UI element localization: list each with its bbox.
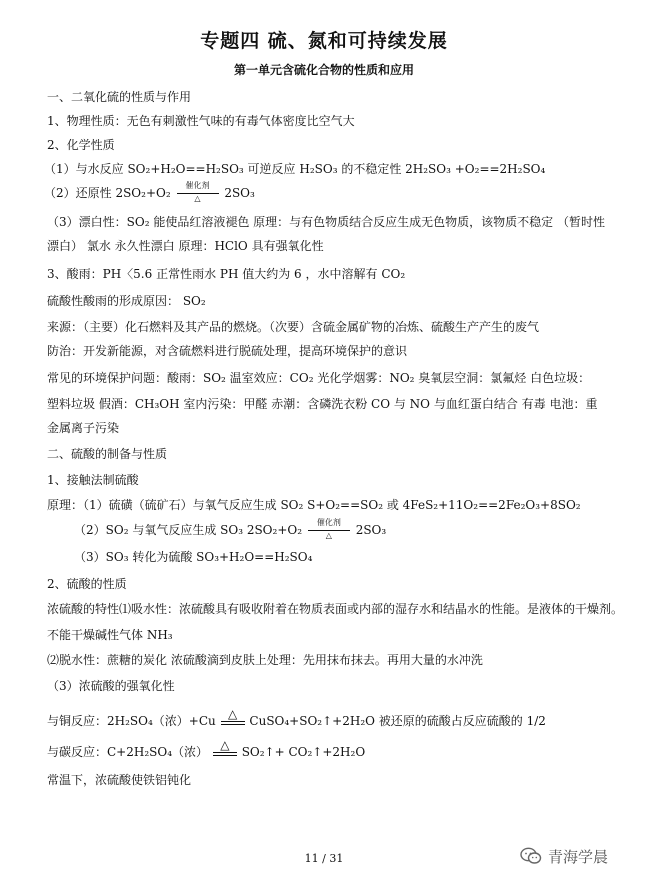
reducing-property-right: 2SO₃ xyxy=(224,186,255,200)
copper-left: 与铜反应：2H₂SO₄（浓）+Cu xyxy=(47,714,216,728)
reducing-property xyxy=(44,180,255,203)
heat-equals-icon xyxy=(220,706,246,730)
principle-step-2 xyxy=(74,517,387,540)
principle-step-3: （3）SO₃ 转化为硫酸 SO₃+H₂O==H₂SO₄ xyxy=(74,550,313,564)
bleaching-property-cont: 漂白） 氯水 永久性漂白 原理：HClO 具有强氧化性 xyxy=(47,239,324,253)
catalyst-arrow-icon xyxy=(308,517,350,540)
heat-label: △ xyxy=(194,193,201,203)
heat-label: △ xyxy=(220,737,230,752)
heading-sulfuric-acid: 二、硫酸的制备与性质 xyxy=(47,447,168,461)
environment-issues-cont: 塑料垃圾 假酒：CH₃OH 室内污染：甲醛 赤潮：含磷洗衣粉 CO 与 NO 与血红蛋白结合 有毒 电池：重 xyxy=(47,397,598,411)
wechat-logo-icon xyxy=(520,847,542,865)
carbon-left: 与碳反应：C+2H₂SO₄（浓） xyxy=(47,745,209,759)
heading-so2: 一、二氧化硫的性质与作用 xyxy=(47,90,192,104)
dehydration: ⑵脱水性：蔗糖的炭化 浓硫酸滴到皮肤上处理：先用抹布抹去。再用大量的水冲洗 xyxy=(47,653,483,667)
reaction-with-copper xyxy=(47,706,546,730)
reaction-with-water: （1）与水反应 SO₂+H₂O==H₂SO₃ 可逆反应 H₂SO₃ 的不稳定性 2H₂SO₃ +O₂==2H₂SO₄ xyxy=(44,162,546,176)
contact-process-heading: 1、接触法制硫酸 xyxy=(47,473,139,487)
watermark-text: 青海学晨 xyxy=(548,847,609,866)
principle-step-1: 原理：（1）硫磺（硫矿石）与氧气反应生成 SO₂ S+O₂==SO₂ 或 4FeS₂+11O₂==2Fe₂O₃+8SO₂ xyxy=(47,498,581,512)
principle-step-2-right: 2SO₃ xyxy=(355,523,387,537)
acid-rain-prevention: 防治：开发新能源，对含硫燃料进行脱硫处理，提高环境保护的意识 xyxy=(47,344,408,358)
catalyst-label: 催化剂 xyxy=(316,517,341,527)
passivation: 常温下，浓硫酸使铁铝钝化 xyxy=(47,773,192,787)
water-absorption: 浓硫酸的特性⑴吸水性：浓硫酸具有吸收附着在物质表面或内部的湿存水和结晶水的性能。是液体的干燥剂。 xyxy=(47,602,624,616)
environment-issues: 常见的环境保护问题：酸雨：SO₂ 温室效应：CO₂ 光化学烟雾：NO₂ 臭氧层空洞：氯氟烃 白色垃圾： xyxy=(47,371,591,385)
water-absorption-note: 不能干燥碱性气体 NH₃ xyxy=(47,628,173,642)
acid-rain: 3、酸雨：PH〈5.6 正常性雨水 PH 值大约为 6 ，水中溶解有 CO₂ xyxy=(47,267,406,281)
catalyst-arrow-icon xyxy=(177,180,219,203)
oxidizing-heading: （3）浓硫酸的强氧化性 xyxy=(47,679,175,693)
physical-properties: 1、物理性质：无色有刺激性气味的有毒气体密度比空气大 xyxy=(47,114,355,128)
heat-label: △ xyxy=(227,706,238,721)
reducing-property-left: （2）还原性 2SO₂+O₂ xyxy=(44,186,171,200)
reaction-with-carbon xyxy=(47,737,366,761)
copper-right: CuSO₄+SO₂↑+2H₂O 被还原的硫酸占反应硫酸的 1/2 xyxy=(249,714,546,728)
environment-issues-end: 金属离子污染 xyxy=(47,421,120,435)
page-number: 11 / 31 xyxy=(304,852,344,865)
carbon-right: SO₂↑+ CO₂↑+2H₂O xyxy=(241,745,366,759)
heat-label: △ xyxy=(325,530,332,540)
acid-rain-cause: 硫酸性酸雨的形成原因： SO₂ xyxy=(47,294,206,308)
chemical-properties-heading: 2、化学性质 xyxy=(47,138,115,152)
bleaching-property: （3）漂白性：SO₂ 能使品红溶液褪色 原理：与有色物质结合反应生成无色物质，该物质不稳定 （暂时性 xyxy=(47,215,605,229)
acid-rain-source: 来源：（主要）化石燃料及其产品的燃烧。（次要）含硫金属矿物的冶炼、硫酸生产产生的废气 xyxy=(47,320,540,334)
principle-step-2-left: （2）SO₂ 与氧气反应生成 SO₃ 2SO₂+O₂ xyxy=(74,523,303,537)
watermark xyxy=(520,845,608,867)
heat-equals-icon xyxy=(212,737,238,761)
page-title: 专题四 硫、氮和可持续发展 xyxy=(200,30,448,52)
sulfuric-acid-properties-heading: 2、硫酸的性质 xyxy=(47,577,127,591)
section-subtitle: 第一单元含硫化合物的性质和应用 xyxy=(233,63,414,77)
catalyst-label: 催化剂 xyxy=(185,180,210,190)
